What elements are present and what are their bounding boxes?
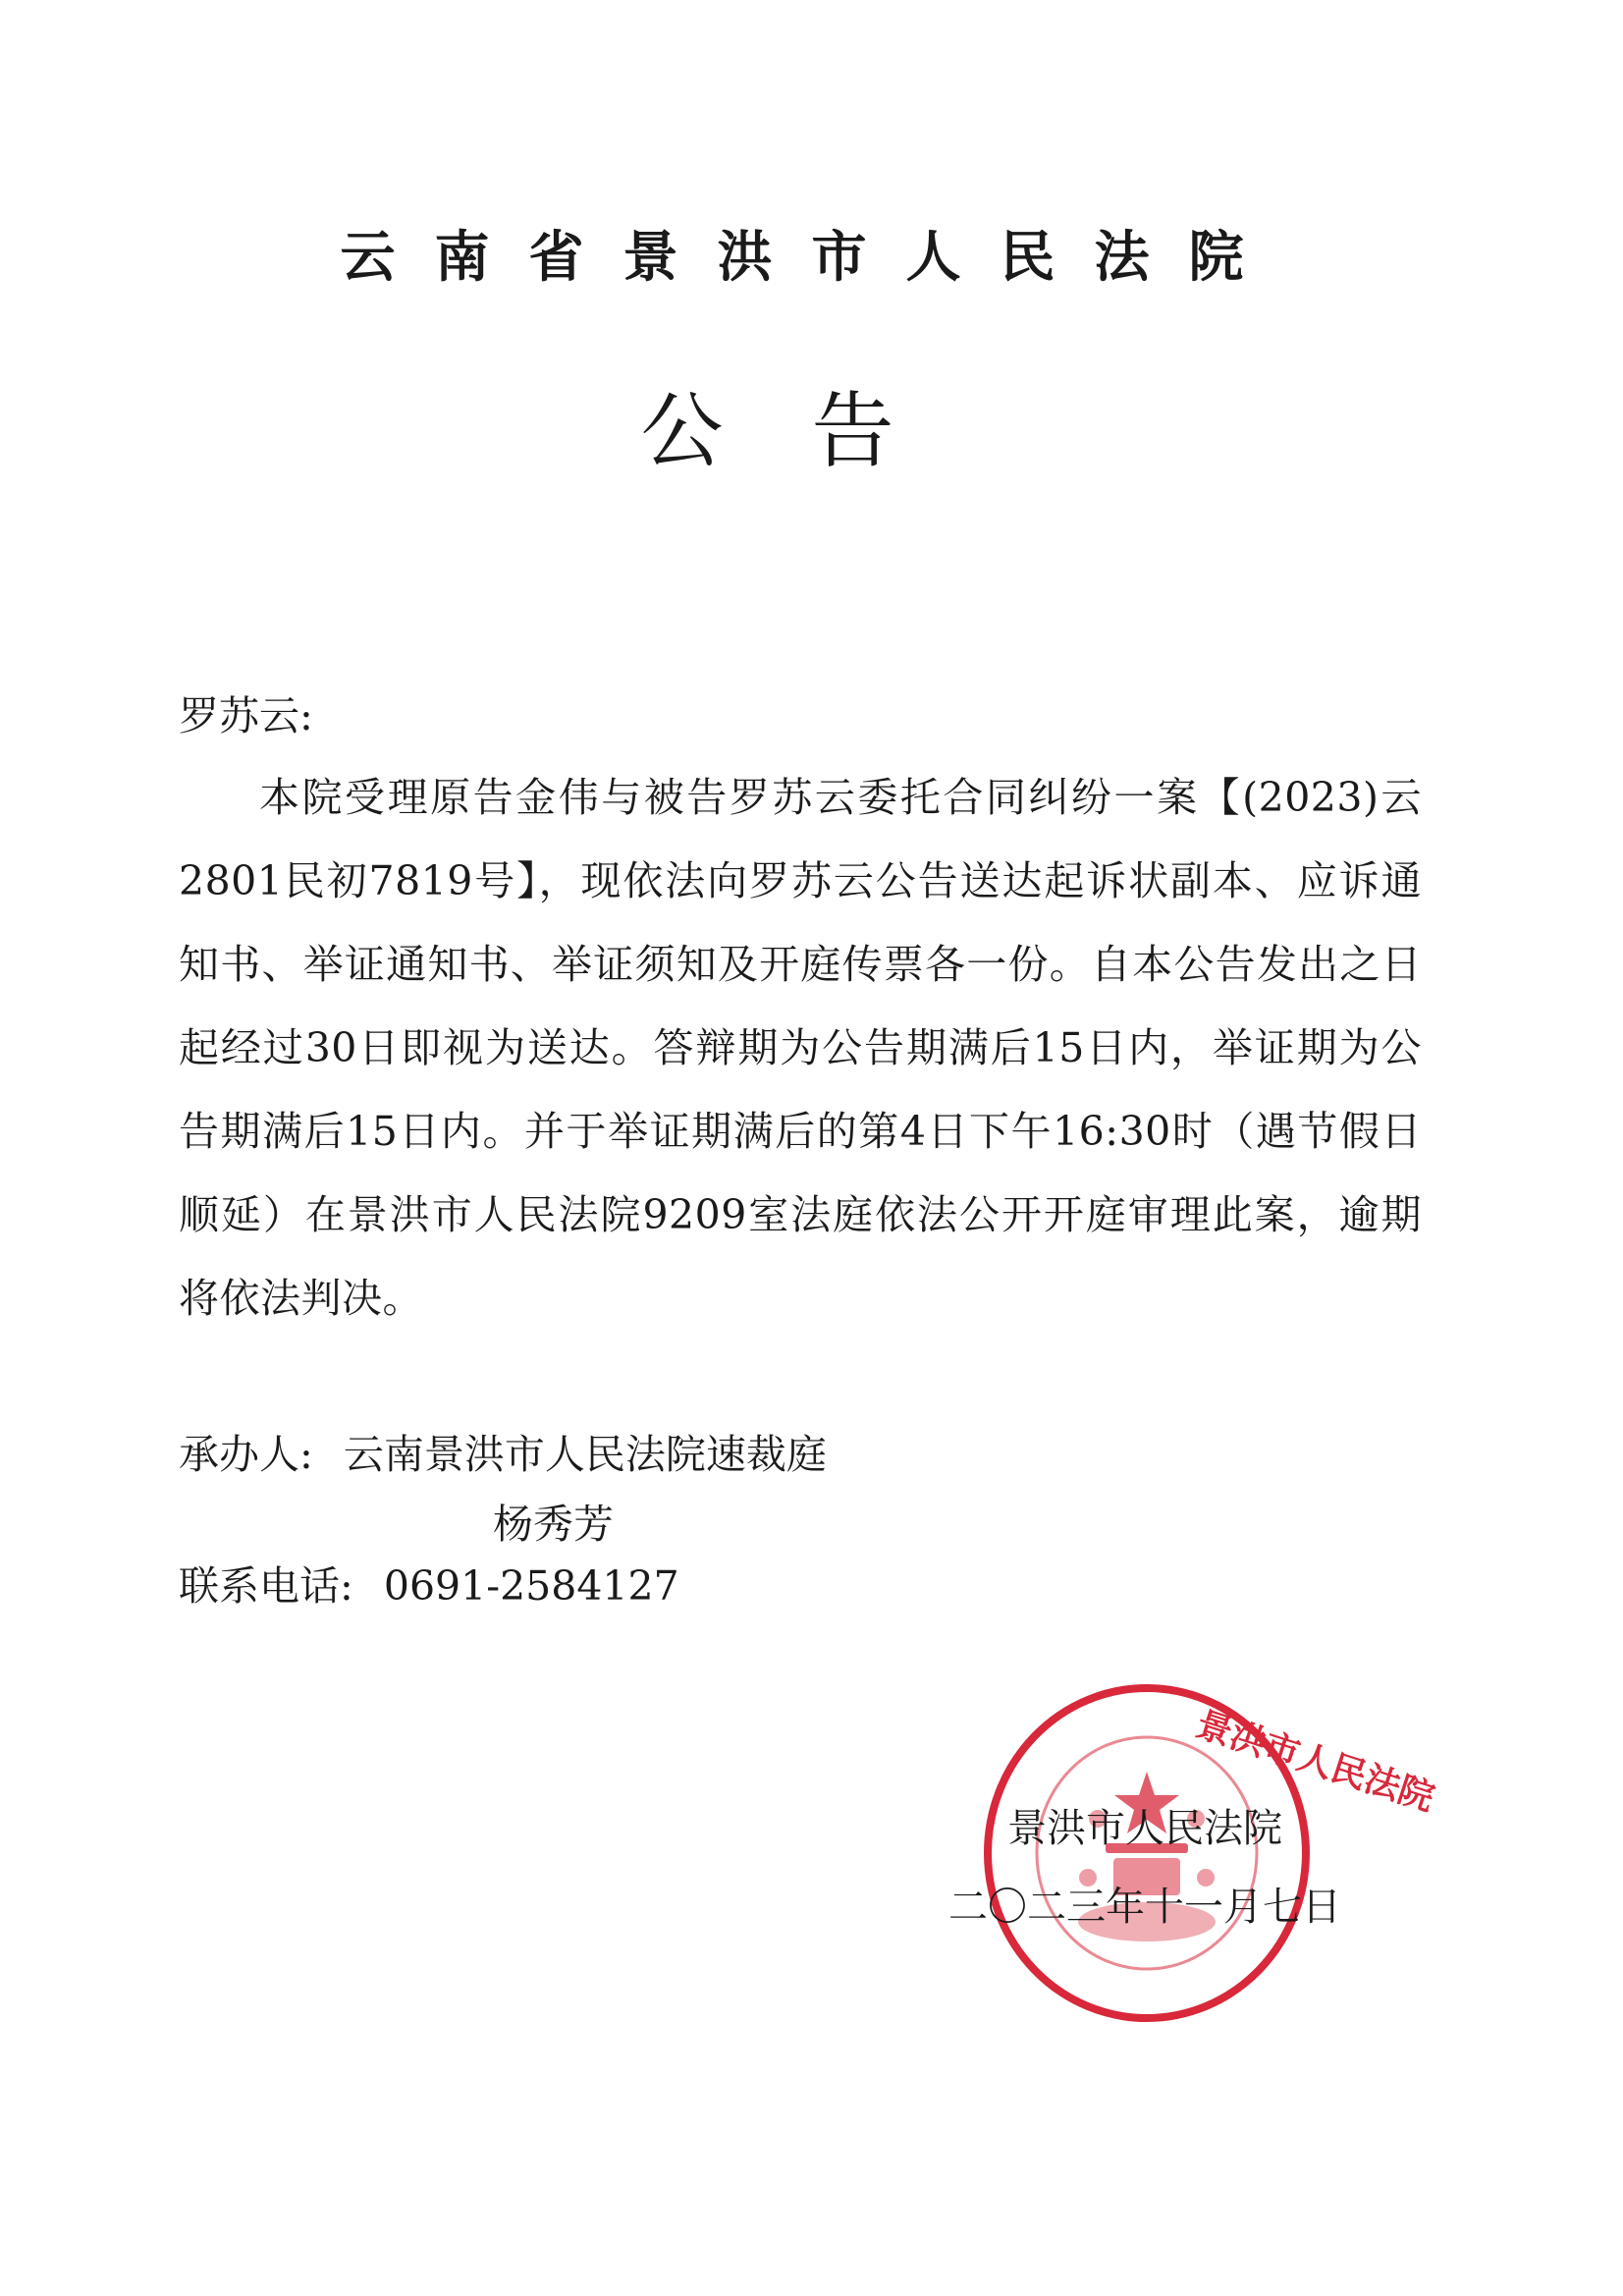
- handler-department: 云南景洪市人民法院速裁庭: [343, 1431, 827, 1478]
- handler-line: [179, 1422, 827, 1480]
- notice-body: 本院受理原告金伟与被告罗苏云委托合同纠纷一案【(2023)云2801民初7819号】，现依法向罗苏云公告送达起诉状副本、应诉通知书、举证通知书、举证须知及开庭传票各一份。自本公告发出之日起经过30日即视为送达。答辩期为公告期满后15日内，举证期为公告期满后15日内。并于举证期满后的第4日下午16:30时（遇节假日顺延）在景洪市人民法院9209室法庭依法公开开庭审理此案，逾期将依法判决。: [179, 774, 1422, 1322]
- contact-line: [179, 1554, 679, 1612]
- court-title: 云南省景洪市人民法院: [340, 226, 1283, 290]
- issue-date: 二〇二三年十一月七日: [948, 1885, 1341, 1930]
- handler-label: 承办人:: [179, 1431, 313, 1478]
- salutation: 罗苏云:: [179, 692, 313, 739]
- phone-label: 联系电话:: [179, 1562, 353, 1610]
- document-type-title: 公告: [640, 383, 983, 479]
- court-seal-stamp: [980, 1681, 1439, 2025]
- seal-text: 景洪市人民法院: [1191, 1704, 1439, 1820]
- issuer-name: 景洪市人民法院: [1007, 1806, 1282, 1851]
- phone-number: 0691-2584127: [383, 1562, 679, 1610]
- handler-name: 杨秀芳: [493, 1501, 614, 1548]
